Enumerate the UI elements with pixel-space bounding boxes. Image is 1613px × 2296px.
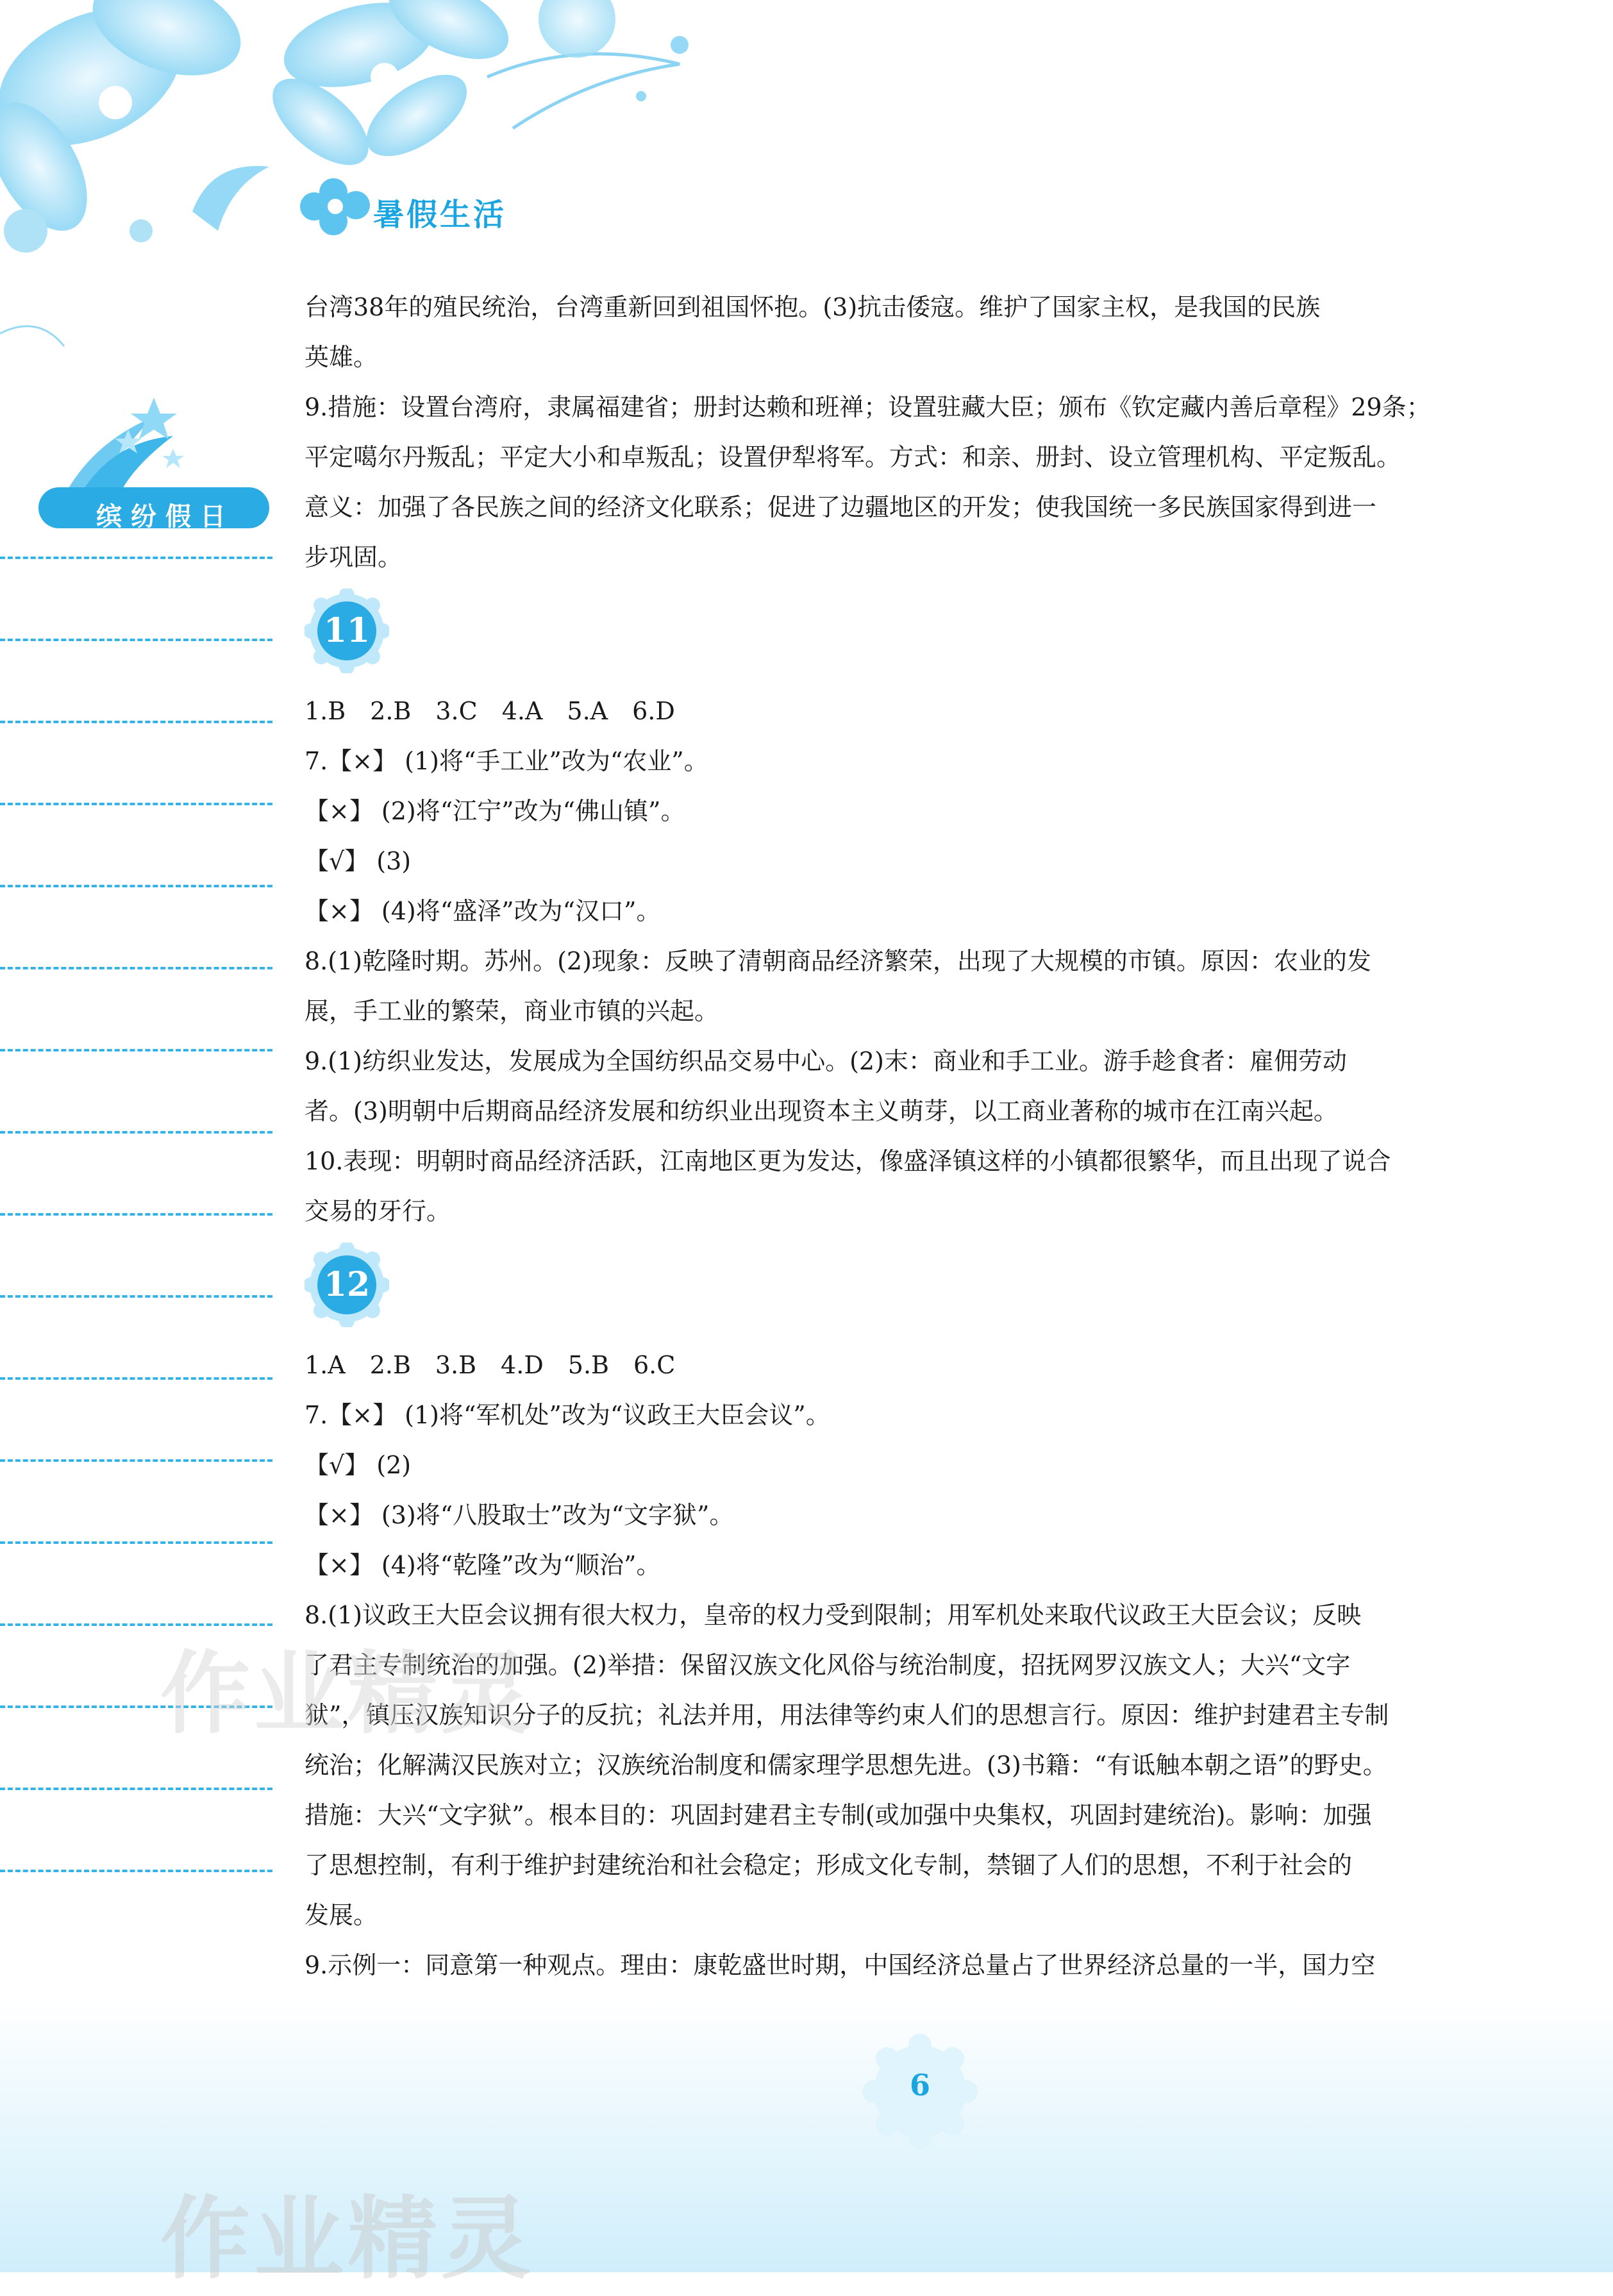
text-line: 步巩固。: [305, 543, 403, 571]
section-number: 12: [323, 1265, 371, 1304]
text-line: 7.【×】 (1)将“军机处”改为“议政王大臣会议”。: [305, 1401, 830, 1429]
text-line: 1.B 2.B 3.C 4.A 5.A 6.D: [305, 697, 675, 725]
watermark-middle: 作业精灵: [160, 1642, 535, 1747]
text-line: 狱”，镇压汉族知识分子的反抗；礼法并用，用法律等约束人们的思想言行。原因：维护封建君主专制: [305, 1701, 1389, 1729]
note-line: [0, 639, 272, 641]
note-line: [0, 1377, 272, 1380]
text-line: 【√】 (3): [305, 847, 412, 875]
note-line: [0, 1541, 272, 1544]
note-line: [0, 1213, 272, 1216]
header-title: 暑假生活: [373, 197, 507, 233]
text-line: 1.A 2.B 3.B 4.D 5.B 6.C: [305, 1351, 676, 1379]
text-line: 交易的牙行。: [305, 1197, 451, 1225]
text-line: 8.(1)议政王大臣会议拥有很大权力，皇帝的权力受到限制；用军机处来取代议政王大臣会议；反映: [305, 1601, 1362, 1629]
text-line: 8.(1)乾隆时期。苏州。(2)现象：反映了清朝商品经济繁荣，出现了大规模的市镇。原因：农业的发: [305, 947, 1371, 975]
text-line: 9.示例一：同意第一种观点。理由：康乾盛世时期，中国经济总量占了世界经济总量的一半，国力空: [305, 1951, 1376, 1979]
section-number: 11: [323, 611, 371, 650]
intro-block: [305, 282, 1441, 582]
text-line: 统治；化解满汉民族对立；汉族统治制度和儒家理学思想先进。(3)书籍：“有诋触本朝之语”的野史。: [305, 1751, 1387, 1779]
note-line: [0, 967, 272, 969]
text-line: 者。(3)明朝中后期商品经济发展和纺织业出现资本主义萌芽，以工商业著称的城市在江南兴起。: [305, 1097, 1338, 1125]
note-line: [0, 1788, 272, 1790]
text-line: 9.(1)纺织业发达，发展成为全国纺织品交易中心。(2)末：商业和手工业。游手趁食者：雇佣劳动: [305, 1047, 1347, 1075]
note-line: [0, 1870, 272, 1872]
note-line: [0, 1049, 272, 1052]
note-line: [0, 557, 272, 559]
note-line: [0, 721, 272, 723]
text-line: 了君主专制统治的加强。(2)举措：保留汉族文化风俗与统治制度，招抚网罗汉族文人；大兴“文字: [305, 1651, 1351, 1679]
text-line: 7.【×】 (1)将“手工业”改为“农业”。: [305, 747, 708, 775]
text-line: 【×】 (4)将“盛泽”改为“汉口”。: [305, 897, 661, 925]
note-line: [0, 803, 272, 805]
section-number-badge: [305, 589, 389, 673]
section-11-block: [305, 686, 1441, 1236]
text-line: 台湾38年的殖民统治，台湾重新回到祖国怀抱。(3)抗击倭寇。维护了国家主权，是我国的民族: [305, 293, 1321, 321]
text-line: 9.措施：设置台湾府，隶属福建省；册封达赖和班禅；设置驻藏大臣；颁布《钦定藏内善后章程》29条；: [305, 393, 1431, 421]
note-line: [0, 1295, 272, 1298]
text-line: 意义：加强了各民族之间的经济文化联系；促进了边疆地区的开发；使我国统一多民族国家得到进一: [305, 493, 1377, 521]
note-line: [0, 1131, 272, 1134]
watermark-footer: 作业精灵: [160, 2187, 535, 2292]
text-line: 10.表现：明朝时商品经济活跃，江南地区更为发达，像盛泽镇这样的小镇都很繁华，而且出现了说合: [305, 1147, 1391, 1175]
text-line: 发展。: [305, 1901, 378, 1929]
text-line: 展，手工业的繁荣，商业市镇的兴起。: [305, 997, 719, 1025]
note-line: [0, 885, 272, 887]
text-line: 【×】 (4)将“乾隆”改为“顺治”。: [305, 1551, 661, 1579]
text-line: 【√】 (2): [305, 1451, 412, 1479]
text-line: 英雄。: [305, 343, 378, 371]
text-line: 平定噶尔丹叛乱；平定大小和卓叛乱；设置伊犁将军。方式：和亲、册封、设立管理机构、平定叛乱。: [305, 443, 1401, 471]
section-number-badge: [305, 1243, 389, 1327]
text-line: 【×】 (2)将“江宁”改为“佛山镇”。: [305, 797, 685, 825]
header-flower-icon: [300, 178, 370, 235]
text-line: 【×】 (3)将“八股取士”改为“文字狱”。: [305, 1501, 734, 1529]
sidebar-badge-label: 缤纷假日: [96, 502, 235, 532]
text-line: 措施：大兴“文字狱”。根本目的：巩固封建君主专制(或加强中央集权，巩固封建统治)。影响：加强: [305, 1801, 1372, 1829]
note-line: [0, 1459, 272, 1462]
page-number: 6: [909, 2068, 930, 2102]
text-line: 了思想控制，有利于维护封建统治和社会稳定；形成文化专制，禁锢了人们的思想，不利于社会的: [305, 1851, 1353, 1879]
